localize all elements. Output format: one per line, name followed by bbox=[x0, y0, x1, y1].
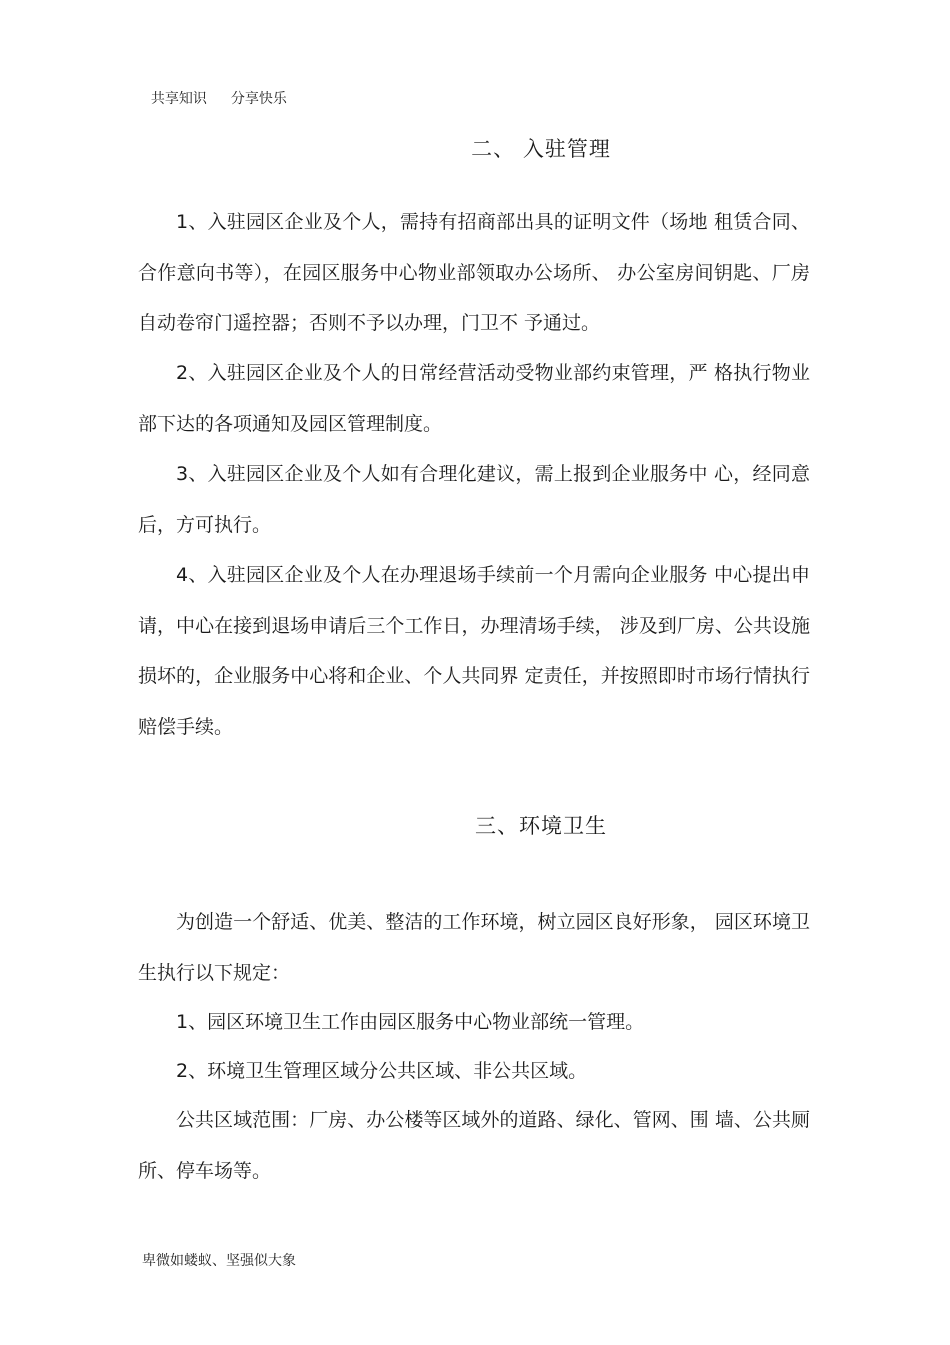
section-title-entry-management: 二、 入驻管理 bbox=[471, 137, 611, 161]
paragraph-hygiene-intro: 为创造一个舒适、优美、整洁的工作环境，树立园区良好形象， 园区环境卫生执行以下规定： bbox=[138, 911, 810, 984]
paragraph-hygiene-1: 1、园区环境卫生工作由园区服务中心物业部统一管理。 bbox=[176, 1011, 645, 1033]
page-footer: 卑微如蝼蚁、坚强似大象 bbox=[142, 1253, 296, 1269]
paragraph-entry-3: 3、入驻园区企业及个人如有合理化建议，需上报到企业服务中 心，经同意后，方可执行。 bbox=[138, 463, 810, 536]
paragraph-entry-1: 1、入驻园区企业及个人，需持有招商部出具的证明文件（场地 租赁合同、合作意向书等），在园区服务中心物业部领取办公场所、 办公室房间钥匙、厂房自动卷帘门遥控器；否则不予以办理，门卫不 予通过。 bbox=[138, 211, 810, 334]
paragraph-hygiene-public-area: 公共区域范围：厂房、办公楼等区域外的道路、绿化、管网、围 墙、公共厕所、停车场等。 bbox=[138, 1109, 810, 1182]
header-left-text: 共享知识 bbox=[150, 91, 207, 107]
paragraph-hygiene-2: 2、环境卫生管理区域分公共区域、非公共区域。 bbox=[176, 1060, 588, 1082]
header-right-text: 分享快乐 bbox=[230, 91, 287, 107]
section-title-environment-hygiene: 三、环境卫生 bbox=[475, 814, 607, 838]
paragraph-entry-2: 2、入驻园区企业及个人的日常经营活动受物业部约束管理，严 格执行物业部下达的各项通知及园区管理制度。 bbox=[138, 362, 810, 435]
paragraph-entry-4: 4、入驻园区企业及个人在办理退场手续前一个月需向企业服务 中心提出申请，中心在接到退场申请后三个工作日，办理清场手续， 涉及到厂房、公共设施损坏的，企业服务中心将和企业、个人共同界 定责任，并按照即时市场行情执行赔偿手续。 bbox=[138, 564, 810, 738]
page-header bbox=[142, 72, 311, 108]
